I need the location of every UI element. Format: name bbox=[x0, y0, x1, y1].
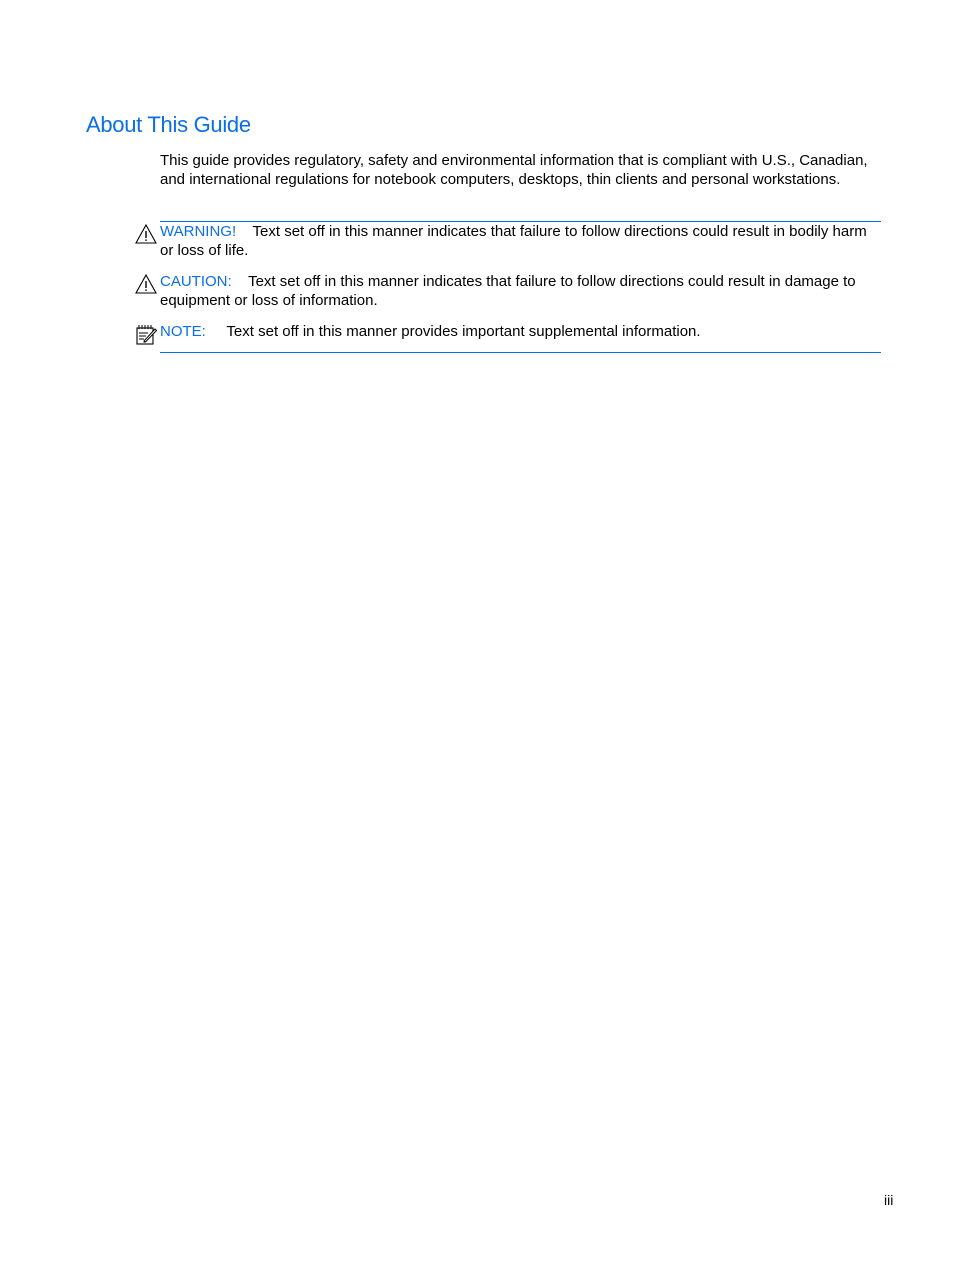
note-notice bbox=[160, 322, 881, 341]
warning-triangle-icon bbox=[135, 223, 157, 245]
page-number: iii bbox=[884, 1192, 894, 1208]
caution-notice bbox=[160, 272, 881, 310]
warning-notice bbox=[160, 222, 881, 260]
notice-block bbox=[160, 221, 881, 353]
page-title: About This Guide bbox=[86, 112, 251, 137]
caution-text: Text set off in this manner indicates that failure to follow directions could result in damage to equipment or loss of information. bbox=[160, 273, 856, 309]
caution-label: CAUTION: bbox=[160, 273, 232, 290]
caution-triangle-icon bbox=[135, 273, 157, 295]
intro-paragraph: This guide provides regulatory, safety and environmental information that is compliant with U.S., Canadian, and international regulations for notebook computers, desktops, thin clients and personal workstations. bbox=[160, 152, 868, 188]
warning-label: WARNING! bbox=[160, 223, 237, 240]
note-text: Text set off in this manner provides important supplemental information. bbox=[226, 323, 701, 340]
note-pad-icon bbox=[135, 323, 157, 345]
warning-text: Text set off in this manner indicates that failure to follow directions could result in bodily harm or loss of life. bbox=[160, 223, 867, 259]
note-label: NOTE: bbox=[160, 323, 206, 340]
